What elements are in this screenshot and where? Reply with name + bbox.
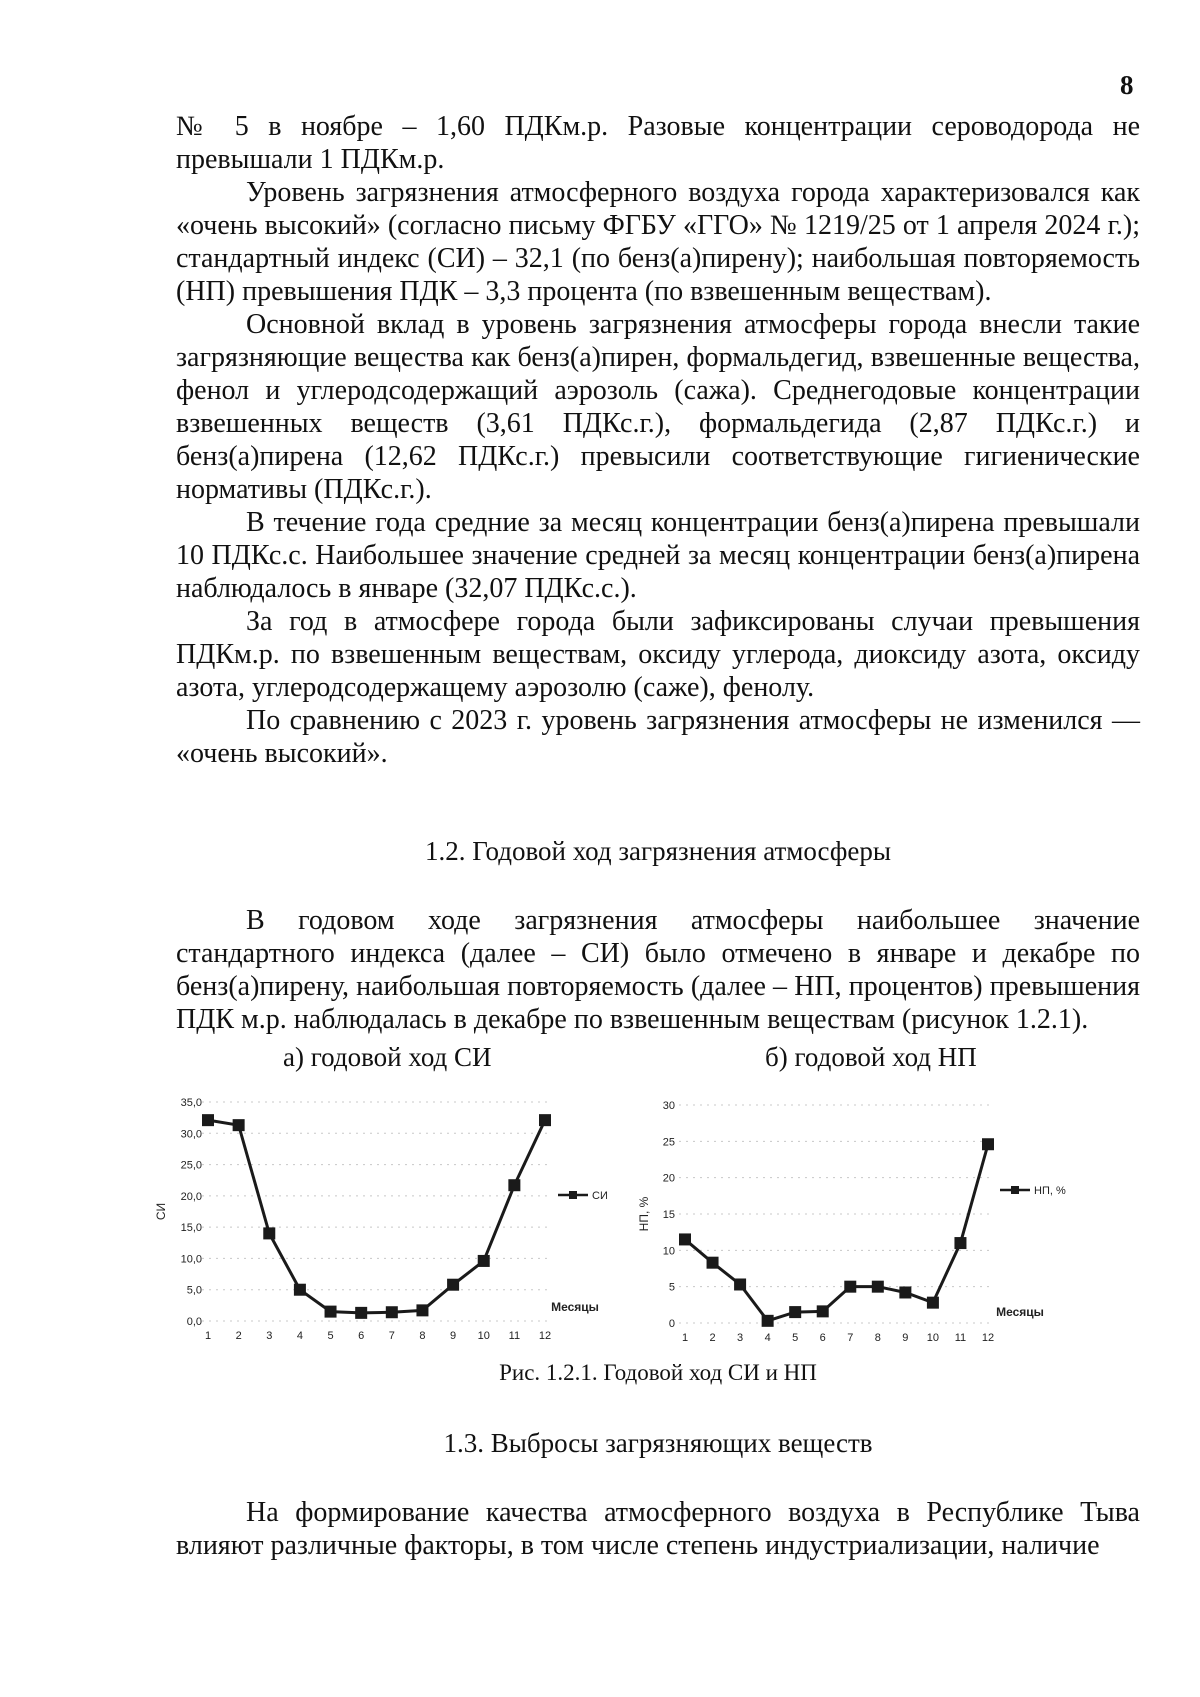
y-tick-label: 25,0	[180, 1159, 202, 1172]
data-point	[707, 1257, 719, 1269]
y-tick-label: 15	[662, 1209, 675, 1221]
y-tick-label: 10	[662, 1245, 675, 1258]
chart-np	[637, 1078, 1200, 1358]
paragraph: По сравнению с 2023 г. уровень загрязнения атмосферы не изменился — «очень высокий».	[176, 705, 1140, 769]
data-point	[789, 1306, 801, 1318]
text-block-top	[176, 110, 1140, 770]
data-point	[817, 1305, 829, 1317]
data-point	[294, 1284, 306, 1296]
x-axis-label: Месяцы	[996, 1305, 1044, 1319]
x-tick-label: 8	[419, 1330, 426, 1342]
section-heading: 1.2. Годовой ход загрязнения атмосферы	[425, 836, 891, 866]
paragraph: № 5 в ноябре – 1,60 ПДКм.р. Разовые концентрации сероводорода не превышали 1 ПДКм.р.	[176, 111, 1140, 175]
data-point	[386, 1306, 398, 1318]
x-tick-label: 7	[388, 1330, 395, 1342]
x-tick-label: 10	[477, 1330, 490, 1342]
x-tick-label: 6	[358, 1330, 365, 1342]
x-tick-label: 6	[819, 1332, 826, 1344]
x-tick-label: 4	[296, 1330, 303, 1342]
data-point	[899, 1286, 911, 1298]
chart-subtitle-a: а) годовой ход СИ	[283, 1042, 492, 1072]
data-point	[844, 1281, 856, 1293]
x-tick-label: 12	[981, 1332, 995, 1344]
paragraph: В течение года средние за месяц концентрации бенз(а)пирена превышали 10 ПДКс.с. Наибольшее значение средней за месяц концентрации бенз(а)пирена наблюдалось в январе (32,07 ПДКс.с.).	[176, 507, 1140, 604]
x-tick-label: 11	[508, 1330, 521, 1342]
paragraph: На формирование качества атмосферного воздуха в Республике Тыва влияют различные факторы, в том числе степень индустриализации, наличие	[176, 1497, 1140, 1561]
x-tick-label: 10	[926, 1332, 940, 1344]
legend-label: НП, %	[1034, 1185, 1066, 1197]
y-tick-label: 35,0	[180, 1097, 202, 1109]
series-line	[685, 1144, 988, 1321]
legend-label: СИ	[592, 1190, 608, 1202]
data-point	[355, 1307, 367, 1319]
y-axis-label: НП, %	[637, 1196, 651, 1232]
data-point	[202, 1114, 214, 1126]
x-tick-label: 5	[792, 1332, 799, 1344]
x-tick-label: 8	[874, 1332, 881, 1344]
x-tick-label: 1	[204, 1330, 212, 1342]
y-tick-label: 25	[662, 1136, 675, 1149]
data-point	[762, 1315, 774, 1327]
y-tick-label: 10,0	[180, 1253, 202, 1266]
y-tick-label: 5,0	[186, 1284, 202, 1297]
x-tick-label: 3	[266, 1330, 273, 1342]
data-point	[539, 1114, 551, 1126]
data-point	[263, 1227, 275, 1239]
x-tick-label: 9	[450, 1330, 457, 1342]
data-point	[954, 1237, 966, 1249]
paragraph: Основной вклад в уровень загрязнения атмосферы города внесли такие загрязняющие вещества как бенз(а)пирен, формальдегид, взвешенные вещества, фенол и углеродсодержащий аэрозоль (сажа). Среднегодовые концентрации взвешенных веществ (3,61 ПДКс.г.), формальдегида (2,87 ПДКс.г.) и бенз(а)пирена (12,62 ПДКс.г.) превысили соответствующие гигиенические нормативы (ПДКс.г.).	[176, 309, 1140, 505]
y-tick-label: 30	[662, 1100, 675, 1112]
data-point	[872, 1281, 884, 1293]
section-heading: 1.3. Выбросы загрязняющих веществ	[443, 1428, 873, 1458]
y-tick-label: 0,0	[186, 1316, 202, 1328]
chart-subtitle-b: б) годовой ход НП	[765, 1042, 977, 1072]
data-point	[679, 1233, 691, 1245]
page-number: 8	[1120, 70, 1134, 100]
data-point	[325, 1306, 337, 1318]
y-tick-label: 30,0	[180, 1128, 202, 1141]
y-tick-label: 20,0	[180, 1190, 202, 1203]
x-tick-label: 9	[902, 1332, 909, 1344]
data-point	[982, 1138, 994, 1150]
paragraph: За год в атмосфере города были зафиксированы случаи превышения ПДКм.р. по взвешенным веществам, оксиду углерода, диоксиду азота, оксиду азота, углеродсодержащему аэрозолю (саже), фенолу.	[176, 606, 1140, 703]
x-axis-label: Месяцы	[551, 1300, 599, 1314]
data-point	[416, 1304, 428, 1316]
chart-si	[154, 1078, 680, 1358]
data-point	[734, 1278, 746, 1290]
paragraph: Уровень загрязнения атмосферного воздуха города характеризовался как «очень высокий» (согласно письму ФГБУ «ГГО» № 1219/25 от 1 апреля 2024 г.); стандартный индекс (СИ) – 32,1 (по бенз(а)пирену); наибольшая повторяемость (НП) превышения ПДК – 3,3 процента (по взвешенным веществам).	[176, 177, 1140, 307]
legend-marker	[1011, 1186, 1019, 1194]
y-tick-label: 20	[662, 1172, 675, 1185]
y-tick-label: 5	[668, 1281, 675, 1294]
x-tick-label: 12	[538, 1330, 552, 1342]
data-point	[233, 1119, 245, 1131]
data-point	[927, 1297, 939, 1309]
x-tick-label: 4	[764, 1332, 771, 1344]
figure-caption: Рис. 1.2.1. Годовой ход СИ и НП	[499, 1360, 817, 1385]
data-point	[478, 1255, 490, 1267]
text-block-bottom	[176, 1496, 1140, 1562]
data-point	[508, 1179, 520, 1191]
data-point	[447, 1279, 459, 1291]
y-axis-label: СИ	[154, 1202, 168, 1221]
x-tick-label: 2	[235, 1330, 242, 1342]
x-tick-label: 7	[847, 1332, 854, 1344]
x-tick-label: 2	[709, 1332, 716, 1344]
legend-marker	[569, 1191, 577, 1199]
x-tick-label: 11	[954, 1332, 967, 1344]
text-block-middle	[176, 904, 1140, 1036]
x-tick-label: 1	[681, 1332, 689, 1344]
paragraph: В годовом ходе загрязнения атмосферы наибольшее значение стандартного индекса (далее – СИ) было отмечено в январе и декабре по бенз(а)пирену, наибольшая повторяемость (далее – НП, процентов) превышения ПДК м.р. наблюдалась в декабре по взвешенным веществам (рисунок 1.2.1).	[176, 905, 1140, 1035]
series-line	[208, 1120, 545, 1313]
x-tick-label: 3	[737, 1332, 744, 1344]
x-tick-label: 5	[327, 1330, 334, 1342]
y-tick-label: 15,0	[180, 1222, 202, 1235]
y-tick-label: 0	[668, 1318, 675, 1330]
